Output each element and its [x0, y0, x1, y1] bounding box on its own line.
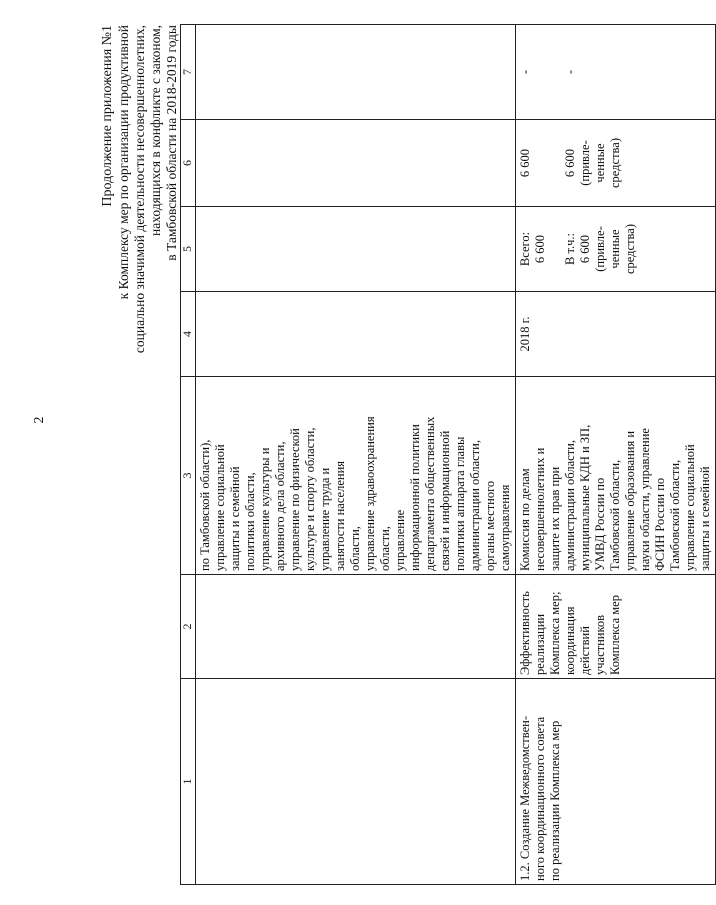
appendix-subtitle-3: находящихся в конфликте с законом, [148, 25, 163, 237]
measures-table [180, 24, 716, 885]
appendix-header [100, 25, 180, 885]
table-cell [196, 679, 516, 885]
funding-2019-cell: - - [516, 25, 716, 120]
funding-2018-cell: 6 600 6 600 (привле- ченные средства) [516, 120, 716, 207]
executors-cell: Комиссия по делам несовершеннолетних и защите их прав при администрации области, муниципальные КДН и ЗП, УМВД России по Тамбовской области, управление образования и науки области, управление ФСИН России по Тамбовской области, управление социальной защиты и семейной [516, 377, 716, 575]
column-number: 1 [181, 679, 196, 885]
table-row-continuation [196, 25, 516, 885]
column-number: 4 [181, 292, 196, 377]
appendix-subtitle-1: к Комплексу мер по организации продуктивной [116, 25, 131, 300]
appendix-subtitle-4: в Тамбовской области на 2018-2019 годы [164, 25, 179, 261]
term-cell: 2018 г. [516, 292, 716, 377]
funding-total-cell: Всего: 6 600 В т.ч.: 6 600 (привле- ченные средства) [516, 207, 716, 292]
expected-result-cell: Эффективность реализации Комплекса мер; координация действий участников Комплекса мер [516, 575, 716, 679]
executors-cell: по Тамбовской области), управление социальной защиты и семейной политики области, управление культуры и архивного дела области, управление по физической культуре и спорту области, управление труда и занятости населения области, управление здравоохранения области, управление информационной политики департамента общественных связей и информационной политики аппарата главы администрации области, органы местного самоуправления [196, 377, 516, 575]
column-number: 6 [181, 120, 196, 207]
appendix-subtitle-2: социально значимой деятельности несовершеннолетних, [132, 25, 147, 354]
appendix-title: Продолжение приложения №1 [100, 25, 115, 207]
table-cell [196, 575, 516, 679]
measure-name-cell: 1.2. Создание Межведомствен- ного координационного совета по реализации Комплекса мер [516, 679, 716, 885]
table-cell [196, 120, 516, 207]
column-number: 5 [181, 207, 196, 292]
table-row-1-2 [516, 25, 716, 885]
table-cell [196, 207, 516, 292]
page-number: 2 [32, 416, 47, 424]
column-number: 2 [181, 575, 196, 679]
document-sheet [100, 25, 712, 885]
column-number: 3 [181, 377, 196, 575]
column-number-row [181, 25, 196, 885]
table-cell [196, 25, 516, 120]
table-cell [196, 292, 516, 377]
column-number: 7 [181, 25, 196, 120]
